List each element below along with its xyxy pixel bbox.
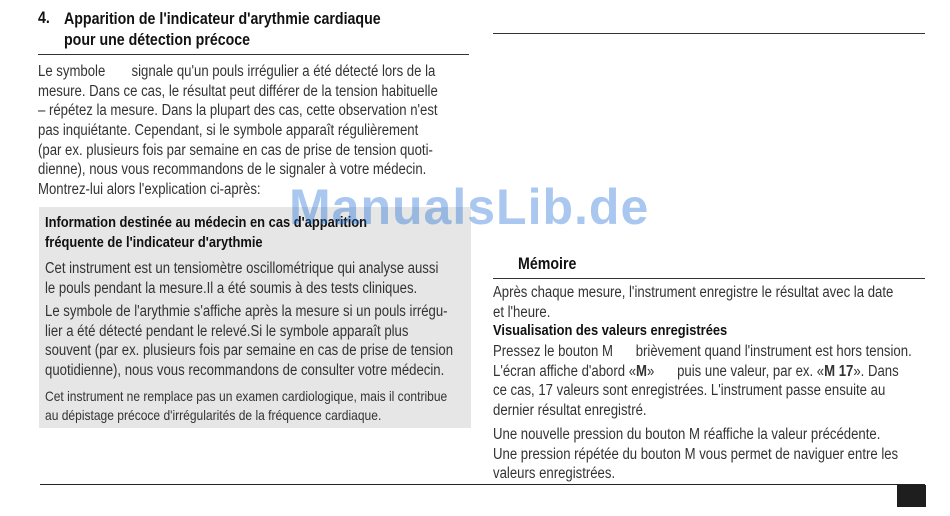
info-line: quotidienne), nous vous recommandons de consulter votre médecin. xyxy=(45,362,445,380)
watermark: ManualsLib.de xyxy=(289,179,650,235)
intro-line: (par ex. plusieurs fois par semaine en cas de prise de tension quoti- xyxy=(38,141,433,159)
memory-paragraph-3 xyxy=(493,425,898,484)
info-line: Cet instrument est un tensiomètre oscillométrique qui analyse aussi xyxy=(45,260,439,277)
memory-line xyxy=(493,342,912,362)
memory-line: dernier résultat enregistré. xyxy=(493,402,647,420)
display-m: M xyxy=(636,362,647,380)
display-m17: M 17 xyxy=(824,362,854,380)
memory-line: Une pression répétée du bouton M vous permet de naviguer entre les xyxy=(493,445,899,463)
memory-line: et l'heure. xyxy=(493,303,551,321)
memory-subtitle: Visualisation des valeurs enregistrées xyxy=(493,322,728,339)
info-note-line: Cet instrument ne remplace pas un examen cardiologique, mais il contribue xyxy=(45,388,448,404)
memory-line: Une nouvelle pression du bouton M réaffiche la valeur précédente. xyxy=(493,426,881,443)
memory-paragraph-1 xyxy=(493,283,893,322)
memory-line: valeurs enregistrées. xyxy=(493,465,616,483)
intro-line xyxy=(38,62,438,82)
section-number: 4. xyxy=(38,9,50,27)
intro-line: pas inquiétante. Cependant, si le symbole apparaît régulièrement xyxy=(38,122,419,140)
section-divider xyxy=(38,54,469,55)
info-line: le pouls pendant la mesure.Il a été soumis à des tests cliniques. xyxy=(45,279,418,297)
memory-title: Mémoire xyxy=(518,255,577,273)
memory-line xyxy=(493,362,912,382)
intro-line: dienne), nous vous recommandons de le signaler à votre médecin. xyxy=(38,161,427,179)
intro-line-start: Le symbole xyxy=(38,63,106,80)
info-note xyxy=(45,387,447,425)
info-title-line: fréquente de l'indicateur d'arythmie xyxy=(45,233,263,251)
memory-line: Après chaque mesure, l'instrument enregistre le résultat avec la date xyxy=(493,284,894,301)
info-paragraph-1 xyxy=(45,259,438,298)
text-run: L'écran affiche d'abord « xyxy=(493,362,637,380)
memory-divider xyxy=(493,278,925,279)
info-title-line: Information destinée au médecin en cas d'apparition xyxy=(45,214,368,231)
intro-line: – répétez la mesure. Dans la plupart des cas, cette observation n'est xyxy=(38,102,438,120)
info-note-line: au dépistage précoce d'irrégularités de la fréquence cardiaque. xyxy=(45,407,382,423)
text-run: ». Dans xyxy=(853,362,899,380)
info-line: souvent (par ex. plusieurs fois par semaine en cas de prise de tension xyxy=(45,342,454,360)
intro-line: Montrez-lui alors l'explication ci-après: xyxy=(38,181,261,199)
intro-line-end: signale qu'un pouls irrégulier a été détecté lors de la xyxy=(131,63,436,80)
memory-paragraph-2 xyxy=(493,342,912,421)
intro-line: mesure. Dans ce cas, le résultat peut différer de la tension habituelle xyxy=(38,82,438,100)
top-right-divider xyxy=(493,33,925,34)
memory-line-end: brièvement quand l'instrument est hors tension. xyxy=(635,343,912,360)
section-title-line: Apparition de l'indicateur d'arythmie cardiaque xyxy=(64,10,381,28)
info-line: lier a été détecté pendant le relevé.Si le symbole apparaît plus xyxy=(45,322,409,340)
page-tab-marker xyxy=(897,485,926,507)
memory-line: ce cas, 17 valeurs sont enregistrées. L'instrument passe ensuite au xyxy=(493,382,886,400)
info-line: Le symbole de l'arythmie s'affiche après la mesure si un pouls irrégu- xyxy=(45,303,448,320)
page-bottom-rule xyxy=(40,484,925,485)
text-run: » xyxy=(646,362,655,380)
section-title-line: pour une détection précoce xyxy=(64,31,251,49)
section-title xyxy=(64,9,381,51)
info-paragraph-2 xyxy=(45,302,453,381)
text-run: puis une valeur, par ex. « xyxy=(677,362,825,380)
memory-line-start: Pressez le bouton M xyxy=(493,343,613,360)
